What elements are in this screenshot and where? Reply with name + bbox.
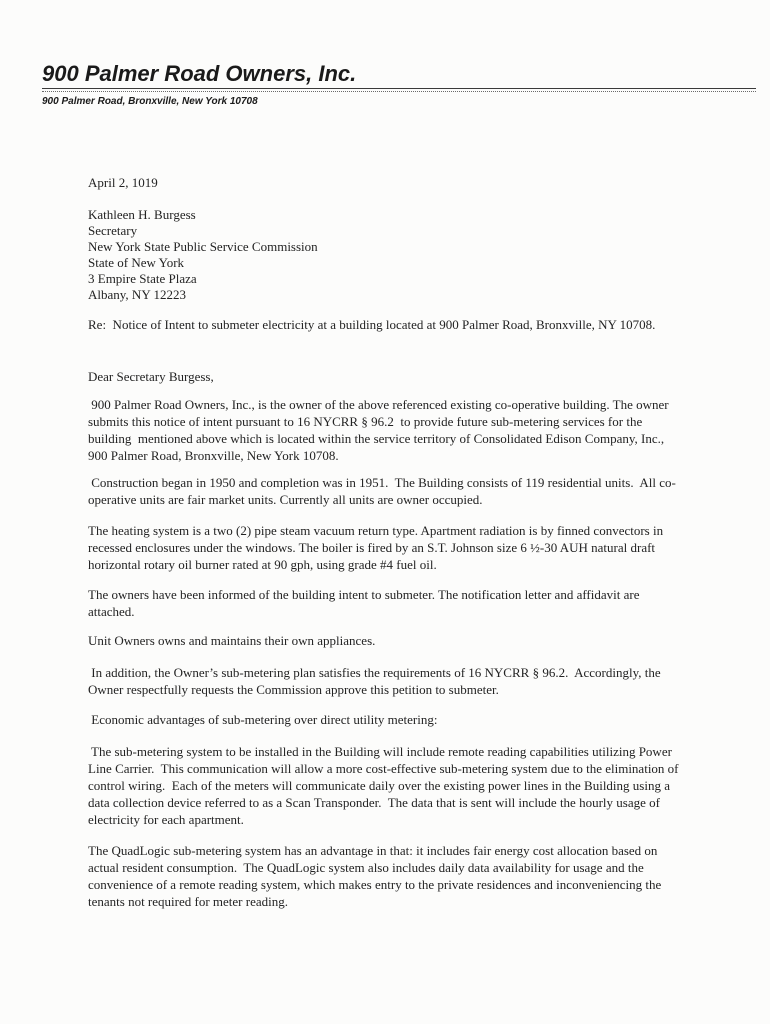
paragraph-line: 900 Palmer Road Owners, Inc., is the owner of the above referenced existing co-operative building. The owner (88, 397, 669, 412)
paragraph-line: The sub-metering system to be installed in the Building will include remote reading capabilities utilizing Power (88, 744, 672, 759)
paragraph-line: submits this notice of intent pursuant to 16 NYCRR § 96.2 to provide future sub-metering services for the (88, 414, 643, 429)
body-paragraph (88, 474, 676, 508)
body-paragraph (88, 522, 663, 573)
letter-date: April 2, 1019 (88, 175, 158, 190)
salutation-block (88, 368, 214, 385)
body-paragraph (88, 711, 437, 728)
body-paragraph (88, 396, 669, 464)
paragraph-line: Unit Owners owns and maintains their own appliances. (88, 633, 376, 648)
paragraph-line: The QuadLogic sub-metering system has an advantage in that: it includes fair energy cost allocation based on (88, 843, 658, 858)
paragraph-line: The owners have been informed of the building intent to submeter. The notification letter and affidavit are (88, 587, 640, 602)
subject-line: Re: Notice of Intent to submeter electricity at a building located at 900 Palmer Road, Bronxville, NY 10708. (88, 317, 656, 332)
body-paragraph (88, 632, 375, 649)
paragraph-line: recessed enclosures under the windows. The boiler is fired by an S.T. Johnson size 6 ½-30 AUH natural draft (88, 540, 656, 555)
salutation: Dear Secretary Burgess, (88, 369, 214, 384)
recipient-organization: New York State Public Service Commission (88, 239, 318, 254)
paragraph-line: building mentioned above which is located within the service territory of Consolidated Edison Company, Inc., (88, 431, 665, 446)
paragraph-line: convenience of a remote reading system, which makes entry to the private residences and inconveniencing the (88, 877, 662, 892)
paragraph-line: Construction began in 1950 and completion was in 1951. The Building consists of 119 residential units. All co- (88, 475, 676, 490)
paragraph-line: electricity for each apartment. (88, 812, 244, 827)
paragraph-line: data collection device referred to as a Scan Transponder. The data that is sent will include the hourly usage of (88, 795, 660, 810)
body-paragraph (88, 664, 661, 698)
recipient-street: 3 Empire State Plaza (88, 271, 197, 286)
letterhead-rule (42, 88, 756, 92)
recipient-state: State of New York (88, 255, 185, 270)
recipient-name: Kathleen H. Burgess (88, 207, 196, 222)
recipient-title: Secretary (88, 223, 138, 238)
paragraph-line: tenants not required for meter reading. (88, 894, 288, 909)
letter-date-block (88, 174, 158, 191)
paragraph-line: horizontal rotary oil burner rated at 90 gph, using grade #4 fuel oil. (88, 557, 437, 572)
paragraph-line: In addition, the Owner’s sub-metering plan satisfies the requirements of 16 NYCRR § 96.2. Accordingly, the (88, 665, 661, 680)
letterhead-address: 900 Palmer Road, Bronxville, New York 10708 (42, 96, 258, 107)
body-paragraph (88, 842, 661, 910)
paragraph-line: actual resident consumption. The QuadLogic system also includes daily data availability for usage and the (88, 860, 644, 875)
paragraph-line: Economic advantages of sub-metering over direct utility metering: (88, 712, 438, 727)
paragraph-line: attached. (88, 604, 135, 619)
subject-block (88, 316, 655, 333)
recipient-city: Albany, NY 12223 (88, 287, 186, 302)
paragraph-line: operative units are fair market units. Currently all units are owner occupied. (88, 492, 483, 507)
letterhead-company-name: 900 Palmer Road Owners, Inc. (42, 61, 357, 86)
paragraph-line: Line Carrier. This communication will allow a more cost-effective sub-metering system due to the elimination of (88, 761, 679, 776)
paragraph-line: The heating system is a two (2) pipe steam vacuum return type. Apartment radiation is by finned convectors in (88, 523, 664, 538)
paragraph-line: Owner respectfully requests the Commission approve this petition to submeter. (88, 682, 499, 697)
body-paragraph (88, 743, 679, 828)
paragraph-line: control wiring. Each of the meters will communicate daily over the existing power lines in the Building using a (88, 778, 670, 793)
paragraph-line: 900 Palmer Road, Bronxville, New York 10708. (88, 448, 339, 463)
body-paragraph (88, 586, 639, 620)
recipient-address-block (88, 207, 318, 303)
